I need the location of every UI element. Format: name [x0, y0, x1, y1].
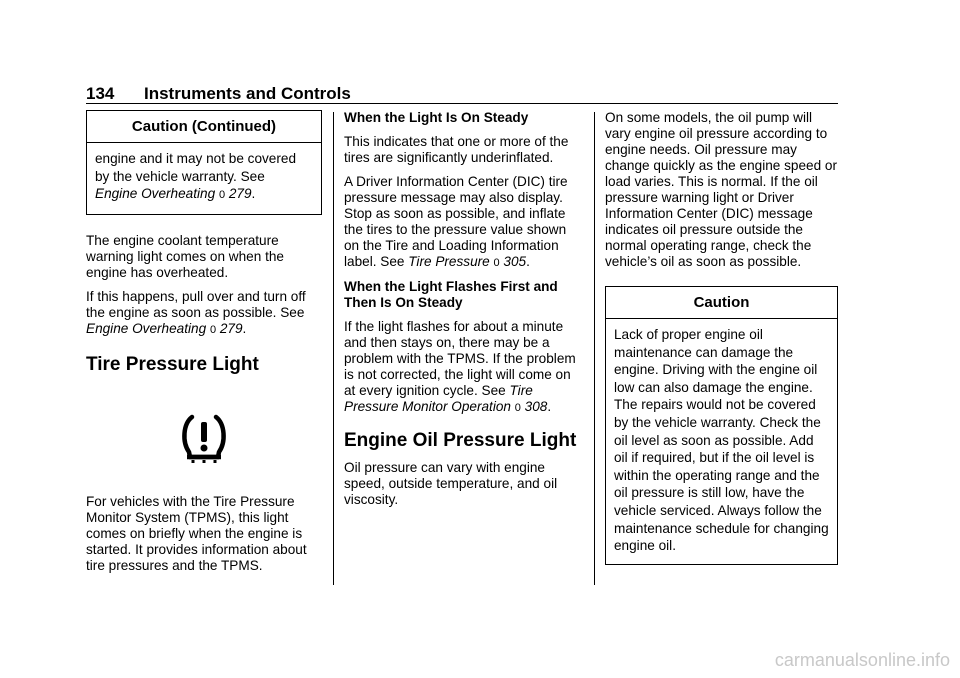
paragraph: Oil pressure can vary with engine speed, outside temperature, and oil viscosity. — [344, 460, 558, 507]
caution-continued-box — [86, 110, 322, 215]
cross-reference[interactable]: Tire Pressure Monitor Operation — [344, 383, 533, 414]
punctuation: . — [242, 320, 247, 336]
watermark: carmanualsonline.info — [774, 650, 950, 670]
page-ref-arrow-icon: 0 — [209, 323, 217, 336]
paragraph: This indicates that one or more of the tires are significantly underinflated. — [344, 134, 569, 165]
paragraph: On some models, the oil pump will vary engine oil pressure according to engine needs. Oil pressure may change quickly as the engine speed or load varies. This is normal. If the oil pressure warning light or Driver Information Center (DIC) message indicates oil pressure outside the normal operating range, check the vehicle’s oil as soon as possible. — [605, 110, 838, 269]
cross-reference[interactable]: Engine Overheating — [86, 320, 207, 336]
caution-heading: Caution — [606, 287, 837, 319]
caution-line: engine and it may not be covered — [95, 151, 297, 166]
page-header — [86, 84, 351, 104]
column-2 — [344, 110, 584, 516]
caution-heading: Caution (Continued) — [87, 111, 321, 143]
paragraph-text: If the light flashes for about a minute and then stays on, there may be a problem with the TPMS. If the problem is not corrected, the light will come on at every ignition cycle. See — [344, 319, 576, 398]
cross-reference[interactable]: Engine Overheating — [95, 186, 216, 202]
paragraph-text: A Driver Information Center (DIC) tire pressure message may also display. Stop as soon as possible, and inflate the tires to the pressure value shown on the Tire and Loading Information label. See — [344, 174, 568, 269]
column-divider-2 — [594, 112, 595, 585]
page-ref-arrow-icon: 0 — [514, 402, 521, 414]
caution-line: by the vehicle warranty. See — [95, 168, 265, 184]
paragraph — [344, 319, 584, 416]
paragraph-text: If this happens, pull over and turn off the engine as soon as possible. See — [86, 288, 306, 320]
paragraph — [344, 174, 584, 271]
paragraph: For vehicles with the Tire Pressure Monitor System (TPMS), this light comes on briefly when the engine is started. It provides information about tire pressures and the TPMS. — [86, 493, 307, 573]
page-ref-number[interactable]: 279 — [219, 320, 243, 336]
page-number: 134 — [86, 84, 115, 103]
caution-body — [87, 143, 321, 214]
punctuation: . — [526, 254, 530, 269]
paragraph — [86, 289, 322, 338]
page-ref-arrow-icon: 0 — [218, 189, 226, 202]
page-ref-arrow-icon: 0 — [493, 257, 500, 269]
header-rule — [86, 103, 838, 104]
section-title: Instruments and Controls — [144, 84, 351, 103]
column-divider-1 — [333, 112, 334, 585]
punctuation: . — [251, 186, 256, 202]
page-ref-number[interactable]: 308 — [524, 399, 548, 414]
section-heading: Tire Pressure Light — [86, 353, 259, 375]
caution-ref-line — [95, 185, 313, 205]
column-3 — [605, 110, 838, 565]
paragraph: The engine coolant temperature warning light comes on when the engine has overheated. — [86, 232, 284, 280]
punctuation: . — [547, 399, 552, 414]
subheading: When the Light Is On Steady — [344, 110, 529, 125]
subheading: When the Light Flashes First and Then Is On Steady — [344, 279, 558, 310]
cross-reference[interactable]: Tire Pressure — [408, 254, 490, 269]
tire-pressure-warning-icon — [86, 412, 322, 468]
caution-box — [605, 286, 838, 565]
column-1 — [86, 110, 322, 582]
page-ref-number[interactable]: 305 — [503, 254, 527, 269]
page-ref-number[interactable]: 279 — [228, 186, 252, 202]
caution-body: Lack of proper engine oil maintenance can damage the engine. Driving with the engine oil low can also damage the engine. The repairs would not be covered by the vehicle warranty. Check the oil level as soon as possible. Add oil if required, but if the oil level is within the operating range and the oil pressure is still low, have the vehicle serviced. Always follow the maintenance schedule for changing engine oil. — [614, 327, 829, 554]
section-heading: Engine Oil Pressure Light — [344, 430, 577, 451]
